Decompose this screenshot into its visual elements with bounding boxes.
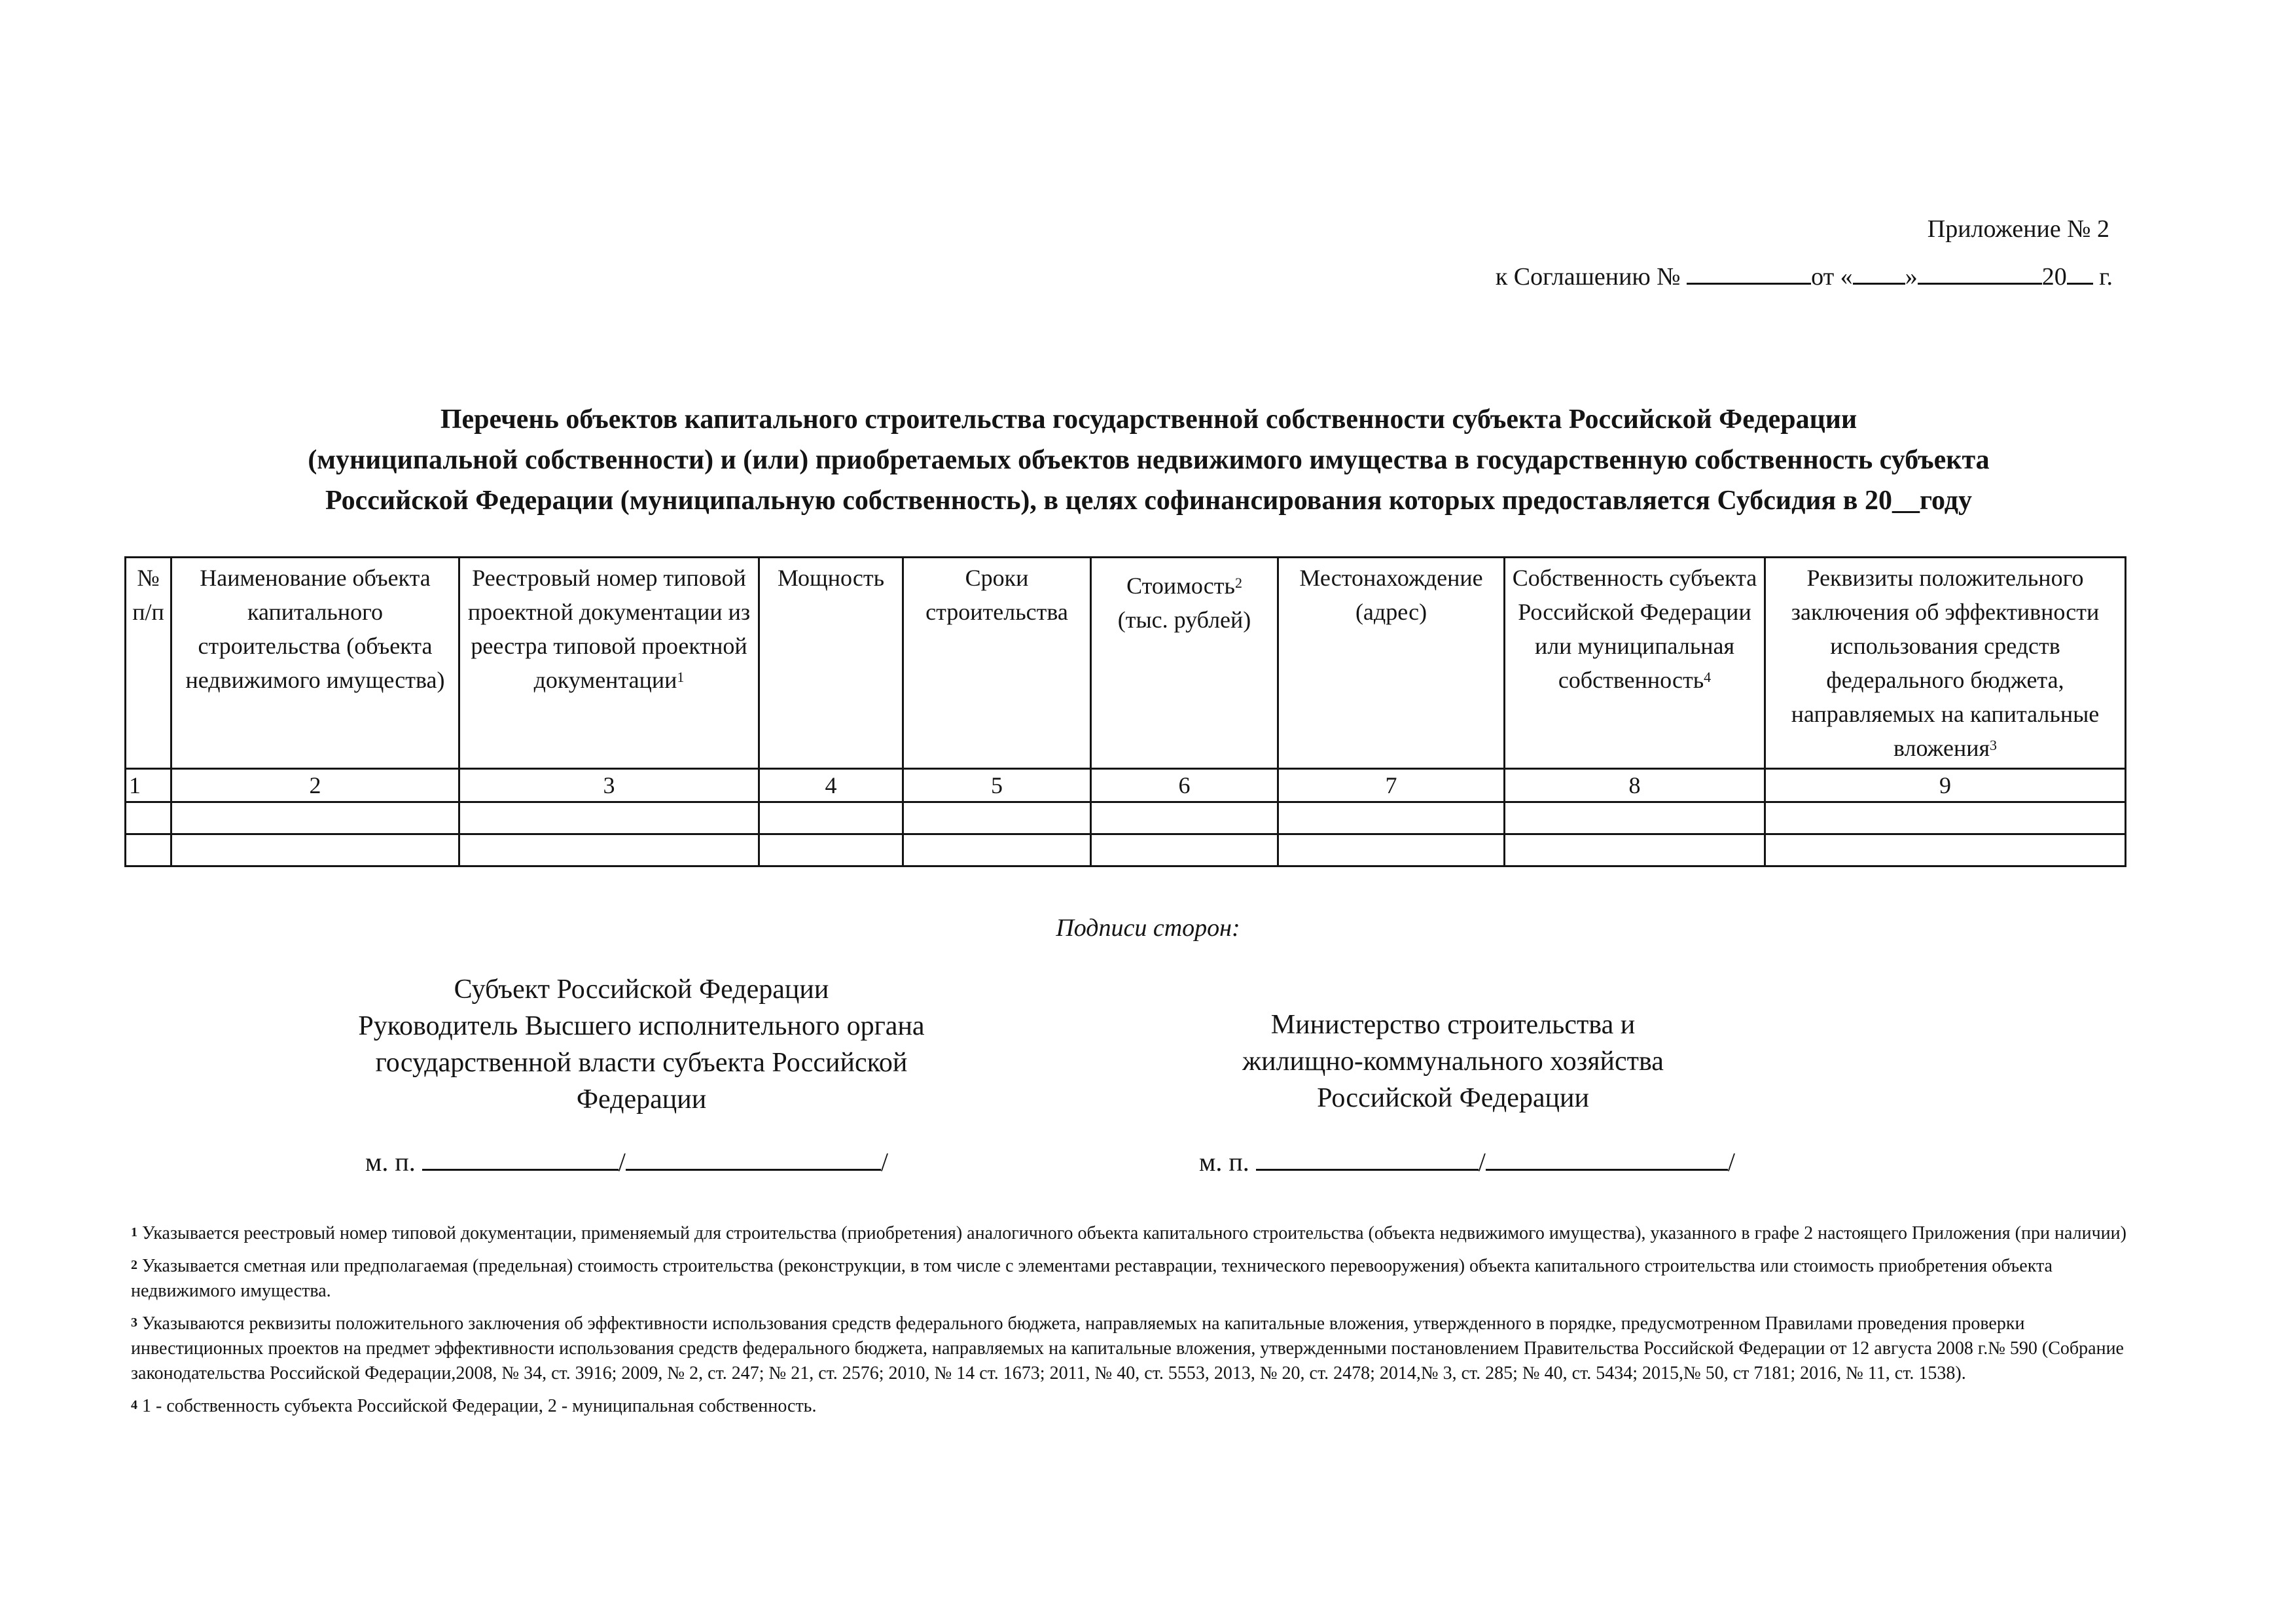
footnotes bbox=[131, 1221, 2127, 1427]
left-party-line: Федерации bbox=[576, 1084, 707, 1115]
column-number: 6 bbox=[1091, 769, 1278, 802]
table-cell[interactable] bbox=[759, 834, 903, 866]
stamp-label: м. п. bbox=[365, 1147, 416, 1177]
left-party-line: Субъект Российской Федерации bbox=[454, 974, 829, 1005]
column-number: 3 bbox=[459, 769, 759, 802]
table-cell[interactable] bbox=[1091, 802, 1278, 834]
table-cell[interactable] bbox=[171, 802, 459, 834]
column-number: 7 bbox=[1278, 769, 1505, 802]
agreement-from: от « bbox=[1811, 263, 1853, 291]
signature-separator: / bbox=[1727, 1147, 1735, 1177]
right-party-line: жилищно-коммунального хозяйства bbox=[1242, 1046, 1664, 1077]
title-line-2: (муниципальной собственности) и (или) приобретаемых объектов недвижимого имущества в государственную собственность субъекта bbox=[308, 445, 1990, 475]
table-cell[interactable] bbox=[126, 834, 171, 866]
name-blank[interactable] bbox=[1486, 1147, 1728, 1171]
agreement-number-blank bbox=[1687, 260, 1811, 285]
table-cell[interactable] bbox=[459, 834, 759, 866]
header-cost: Стоимость$^2$ (тыс. рублей) bbox=[1091, 558, 1278, 769]
signature-blank[interactable] bbox=[1256, 1147, 1479, 1171]
right-party-line: Российской Федерации bbox=[1317, 1083, 1589, 1113]
agreement-year-prefix: 20 bbox=[2041, 263, 2067, 291]
footnote-2: $^2$ Указывается сметная или предполагаемая (предельная) стоимость строительства (реконструкции, в том числе с элементами реставрации, технического перевооружения) объекта капитального строительства или стоимость приобретения объекта недвижимого имущества. bbox=[131, 1256, 2053, 1301]
table-cell[interactable] bbox=[459, 802, 759, 834]
title-line-1: Перечень объектов капитального строительства государственной собственности субъекта Российской Федерации bbox=[440, 404, 1857, 435]
table-row bbox=[126, 802, 2126, 834]
table-cell[interactable] bbox=[1091, 834, 1278, 866]
table-cell[interactable] bbox=[1765, 802, 2126, 834]
left-signature-line bbox=[365, 1147, 888, 1177]
agreement-quote-close: » bbox=[1905, 263, 1918, 291]
table-row bbox=[126, 834, 2126, 866]
header-capacity: Мощность bbox=[759, 558, 903, 769]
table-cell[interactable] bbox=[1278, 802, 1505, 834]
column-number: 2 bbox=[171, 769, 459, 802]
table-cell[interactable] bbox=[1505, 802, 1765, 834]
column-number: 8 bbox=[1505, 769, 1765, 802]
header-conclusion-details: Реквизиты положительного заключения об эффективности использования средств федерального бюджета, направляемых на капитальные вложения$^3$ bbox=[1765, 558, 2126, 769]
column-number: 5 bbox=[903, 769, 1091, 802]
header-ownership: Собственность субъекта Российской Федерации или муниципальная собственность$^4$ bbox=[1505, 558, 1765, 769]
right-party-line: Министерство строительства и bbox=[1270, 1010, 1636, 1040]
agreement-year-suffix: г. bbox=[2099, 263, 2113, 291]
right-party-block bbox=[1165, 1007, 1741, 1116]
agreement-day-blank bbox=[1853, 260, 1905, 285]
header-object-name: Наименование объекта капитального строительства (объекта недвижимого имущества) bbox=[171, 558, 459, 769]
signature-separator: / bbox=[1478, 1147, 1486, 1177]
column-number: 9 bbox=[1765, 769, 2126, 802]
left-party-block bbox=[275, 971, 1008, 1118]
table-cell[interactable] bbox=[1505, 834, 1765, 866]
signature-blank[interactable] bbox=[422, 1147, 619, 1171]
left-party-line: государственной власти субъекта Российской bbox=[375, 1048, 908, 1078]
name-blank[interactable] bbox=[626, 1147, 881, 1171]
table-cell[interactable] bbox=[903, 802, 1091, 834]
table-cell[interactable] bbox=[1278, 834, 1505, 866]
signatures-heading: Подписи сторон: bbox=[1056, 914, 1240, 942]
agreement-month-blank bbox=[1918, 260, 2042, 285]
footnote-1: $^1$ Указывается реестровый номер типовой документации, применяемый для строительства (приобретения) аналогичного объекта капитального строительства (объекта недвижимого имущества), указанного в графе 2 настоящего Приложения (при наличии) bbox=[131, 1223, 2126, 1243]
stamp-label: м. п. bbox=[1199, 1147, 1249, 1177]
objects-table bbox=[124, 556, 2126, 867]
signature-separator: / bbox=[880, 1147, 888, 1177]
title-line-3: Российской Федерации (муниципальную собственность), в целях софинансирования которых предоставляется Субсидия в 20__году bbox=[325, 486, 1973, 516]
column-number-row bbox=[126, 769, 2126, 802]
header-construction-period: Сроки строительства bbox=[903, 558, 1091, 769]
column-number: 1 bbox=[126, 769, 171, 802]
header-location: Местонахождение (адрес) bbox=[1278, 558, 1505, 769]
table-header-row bbox=[126, 558, 2126, 769]
column-number: 4 bbox=[759, 769, 903, 802]
document-title bbox=[118, 399, 2179, 521]
footnote-4: $^4$ 1 - собственность субъекта Российской Федерации, 2 - муниципальная собственность. bbox=[131, 1396, 817, 1416]
agreement-year-blank bbox=[2067, 260, 2093, 285]
table-cell[interactable] bbox=[1765, 834, 2126, 866]
right-signature-line bbox=[1199, 1147, 1735, 1177]
footnote-3: $^3$ Указываются реквизиты положительного заключения об эффективности использования средств федерального бюджета, направляемых на капитальные вложения, утвержденного в порядке, предусмотренном Правилами проведения проверки инвестиционных проектов на предмет эффективности использования средств федерального бюджета, направляемых на капитальные вложения, утвержденными постановлением Правительства Российской Федерации от 12 августа 2008 г.№ 590 (Собрание законодательства Российской Федерации,2008, № 34, ст. 3916; 2009, № 2, ст. 247; № 21, ст. 2576; 2010, № 14 ст. 1673; 2011, № 40, ст. 5553, 2013, № 20, ст. 2478; 2014,№ 3, ст. 285; № 40, ст. 5434; 2015,№ 50, ст 7181; 2016, № 11, ст. 1538). bbox=[131, 1313, 2124, 1383]
table-cell[interactable] bbox=[759, 802, 903, 834]
agreement-reference bbox=[1496, 260, 2113, 291]
header-number: № п/п bbox=[126, 558, 171, 769]
left-party-line: Руководитель Высшего исполнительного органа bbox=[358, 1011, 925, 1041]
appendix-number: Приложение № 2 bbox=[1927, 215, 2109, 243]
table-cell[interactable] bbox=[171, 834, 459, 866]
header-registry-number: Реестровый номер типовой проектной документации из реестра типовой проектной документации$^1$ bbox=[459, 558, 759, 769]
table-cell[interactable] bbox=[903, 834, 1091, 866]
signature-separator: / bbox=[618, 1147, 626, 1177]
agreement-prefix: к Соглашению № bbox=[1495, 263, 1681, 291]
table-cell[interactable] bbox=[126, 802, 171, 834]
